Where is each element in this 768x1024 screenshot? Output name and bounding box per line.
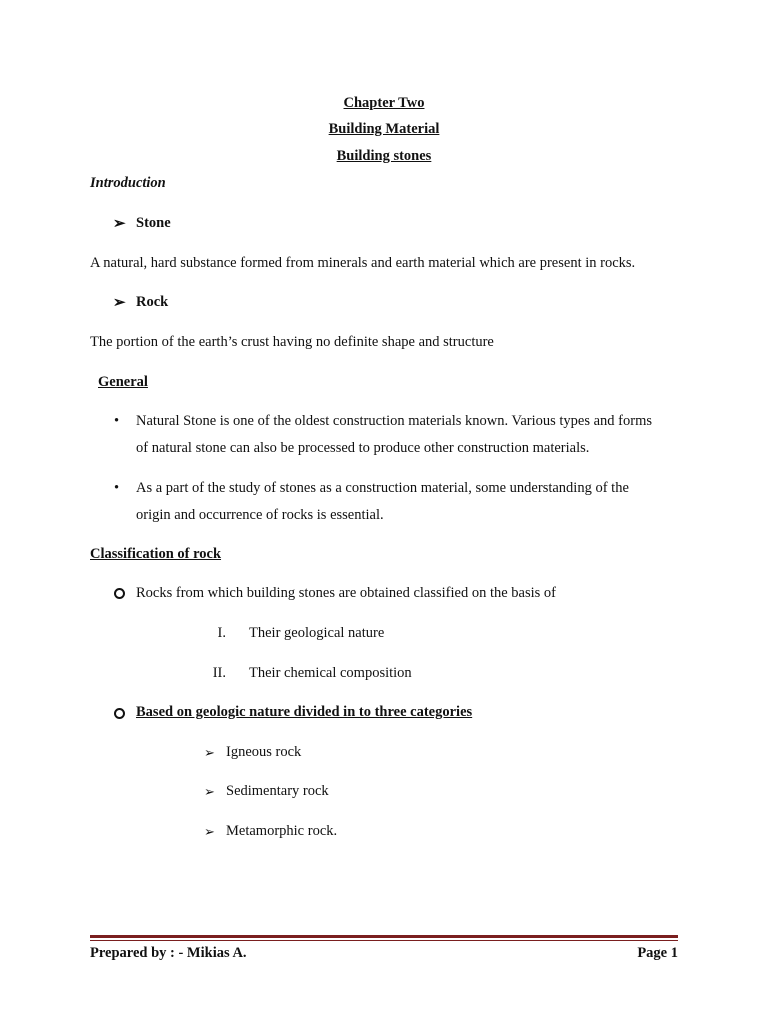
definition-rock: The portion of the earth’s crust having no definite shape and structure: [90, 334, 494, 350]
footer-rule-thin: [90, 940, 678, 941]
footer-page-number: Page 1: [637, 945, 678, 961]
arrow-bullet-icon: ➢: [113, 216, 126, 232]
circle-bullet-icon: [114, 708, 125, 719]
term-stone: Stone: [136, 215, 171, 231]
arrow-bullet-icon: ➢: [204, 824, 215, 839]
subject-title: Building Material: [328, 121, 440, 137]
topic-title: Building stones: [336, 148, 432, 164]
category-sedimentary: Sedimentary rock: [226, 783, 329, 799]
general-bullet-1-line-1: Natural Stone is one of the oldest construction materials known. Various types and forms: [136, 413, 652, 429]
circle-bullet-icon: [114, 588, 125, 599]
general-bullet-2-line-2: origin and occurrence of rocks is essential.: [136, 507, 384, 523]
footer-rule-thick: [90, 935, 678, 938]
sub-item-geological: Their geological nature: [249, 625, 385, 641]
classification-heading: Classification of rock: [90, 546, 222, 562]
classification-item-2: Based on geologic nature divided in to three categories: [136, 704, 473, 720]
general-bullet-2-line-1: As a part of the study of stones as a construction material, some understanding of the: [136, 480, 629, 496]
arrow-bullet-icon: ➢: [113, 295, 126, 311]
category-metamorphic: Metamorphic rock.: [226, 823, 338, 839]
arrow-bullet-icon: ➢: [204, 745, 215, 760]
general-bullet-1-line-2: of natural stone can also be processed to produce other construction materials.: [136, 440, 590, 456]
sub-item-chemical: Their chemical composition: [249, 665, 412, 681]
bullet-dot-icon: •: [114, 480, 120, 496]
bullet-dot-icon: •: [114, 413, 120, 429]
arrow-bullet-icon: ➢: [204, 784, 215, 799]
category-igneous: Igneous rock: [226, 744, 302, 760]
roman-numeral: I.: [217, 625, 226, 641]
footer-prepared-by: Prepared by : - Mikias A.: [90, 945, 247, 961]
definition-stone: A natural, hard substance formed from minerals and earth material which are present in rocks.: [90, 255, 636, 271]
classification-item-1: Rocks from which building stones are obtained classified on the basis of: [136, 585, 557, 601]
general-heading: General: [98, 374, 148, 390]
term-rock: Rock: [136, 294, 169, 310]
chapter-title: Chapter Two: [343, 95, 425, 111]
introduction-heading: Introduction: [90, 175, 166, 191]
roman-numeral: II.: [212, 665, 226, 681]
